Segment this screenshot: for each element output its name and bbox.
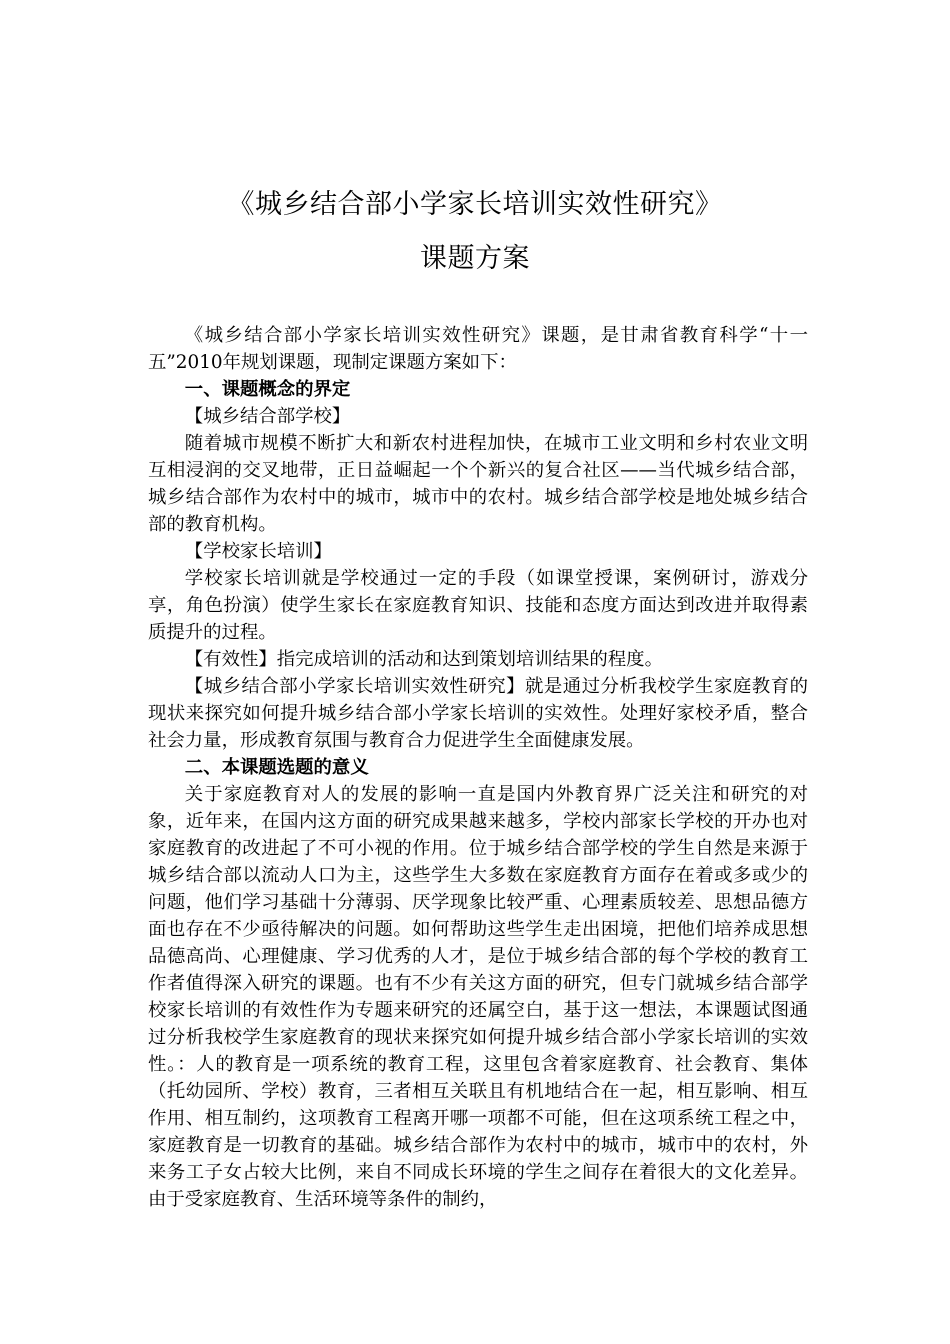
section-heading-2: 二、本课题选题的意义	[184, 757, 369, 778]
paragraph-school-definition: 随着城市规模不断扩大和新农村进程加快，在城市工业文明和乡村农业文明互相浸润的交叉地带，正日益崛起一个个新兴的复合社区——当代城乡结合部，城乡结合部作为农村中的城市，城市中的农村。城乡结合部学校是地处城乡结合部的教育机构。	[148, 433, 808, 535]
intro-paragraph: 《城乡结合部小学家长培训实效性研究》课题，是甘肃省教育科学“十一五”2010年规划课题，现制定课题方案如下：	[148, 325, 808, 373]
term-heading-school: 【城乡结合部学校】	[184, 406, 351, 427]
paragraph-effectiveness-definition: 【有效性】指完成培训的活动和达到策划培训结果的程度。	[184, 649, 663, 670]
paragraph-research-definition: 【城乡结合部小学家长培训实效性研究】就是通过分析我校学生家庭教育的现状来探究如何提升城乡结合部小学家长培训的实效性。处理好家校矛盾，整合社会力量，形成教育氛围与教育合力促进学生全面健康发展。	[148, 676, 808, 751]
section-heading-1: 一、课题概念的界定	[184, 379, 351, 400]
document-subtitle: 课题方案	[420, 243, 530, 274]
paragraph-significance: 关于家庭教育对人的发展的影响一直是国内外教育界广泛关注和研究的对象，近年来，在国内这方面的研究成果越来越多，学校内部家长学校的开办也对家庭教育的改进起了不可小视的作用。位于城乡结合部学校的学生自然是来源于城乡结合部以流动人口为主，这些学生大多数在家庭教育方面存在着或多或少的问题，他们学习基础十分薄弱、厌学现象比较严重、心理素质较差、思想品德方面也存在不少亟待解决的问题。如何帮助这些学生走出困境，把他们培养成思想品德高尚、心理健康、学习优秀的人才，是位于城乡结合部的每个学校的教育工作者值得深入研究的课题。也有不少有关这方面的研究，但专门就城乡结合部学校家长培训的有效性作为专题来研究的还属空白，基于这一想法，本课题试图通过分析我校学生家庭教育的现状来探究如何提升城乡结合部小学家长培训的实效性。：人的教育是一项系统的教育工程，这里包含着家庭教育、社会教育、集体（托幼园所、学校）教育，三者相互关联且有机地结合在一起，相互影响、相互作用、相互制约，这项教育工程离开哪一项都不可能，但在这项系统工程之中，家庭教育是一切教育的基础。城乡结合部作为农村中的城市，城市中的农村，外来务工子女占较大比例，来自不同成长环境的学生之间存在着很大的文化差异。由于受家庭教育、生活环境等条件的制约，	[148, 784, 808, 1210]
paragraph-training-definition: 学校家长培训就是学校通过一定的手段（如课堂授课，案例研讨，游戏分享，角色扮演）使学生家长在家庭教育知识、技能和态度方面达到改进并取得素质提升的过程。	[148, 568, 808, 643]
term-heading-training: 【学校家长培训】	[184, 541, 332, 562]
document-body	[148, 322, 808, 1213]
document-title: 《城乡结合部小学家长培训实效性研究》	[227, 189, 723, 220]
